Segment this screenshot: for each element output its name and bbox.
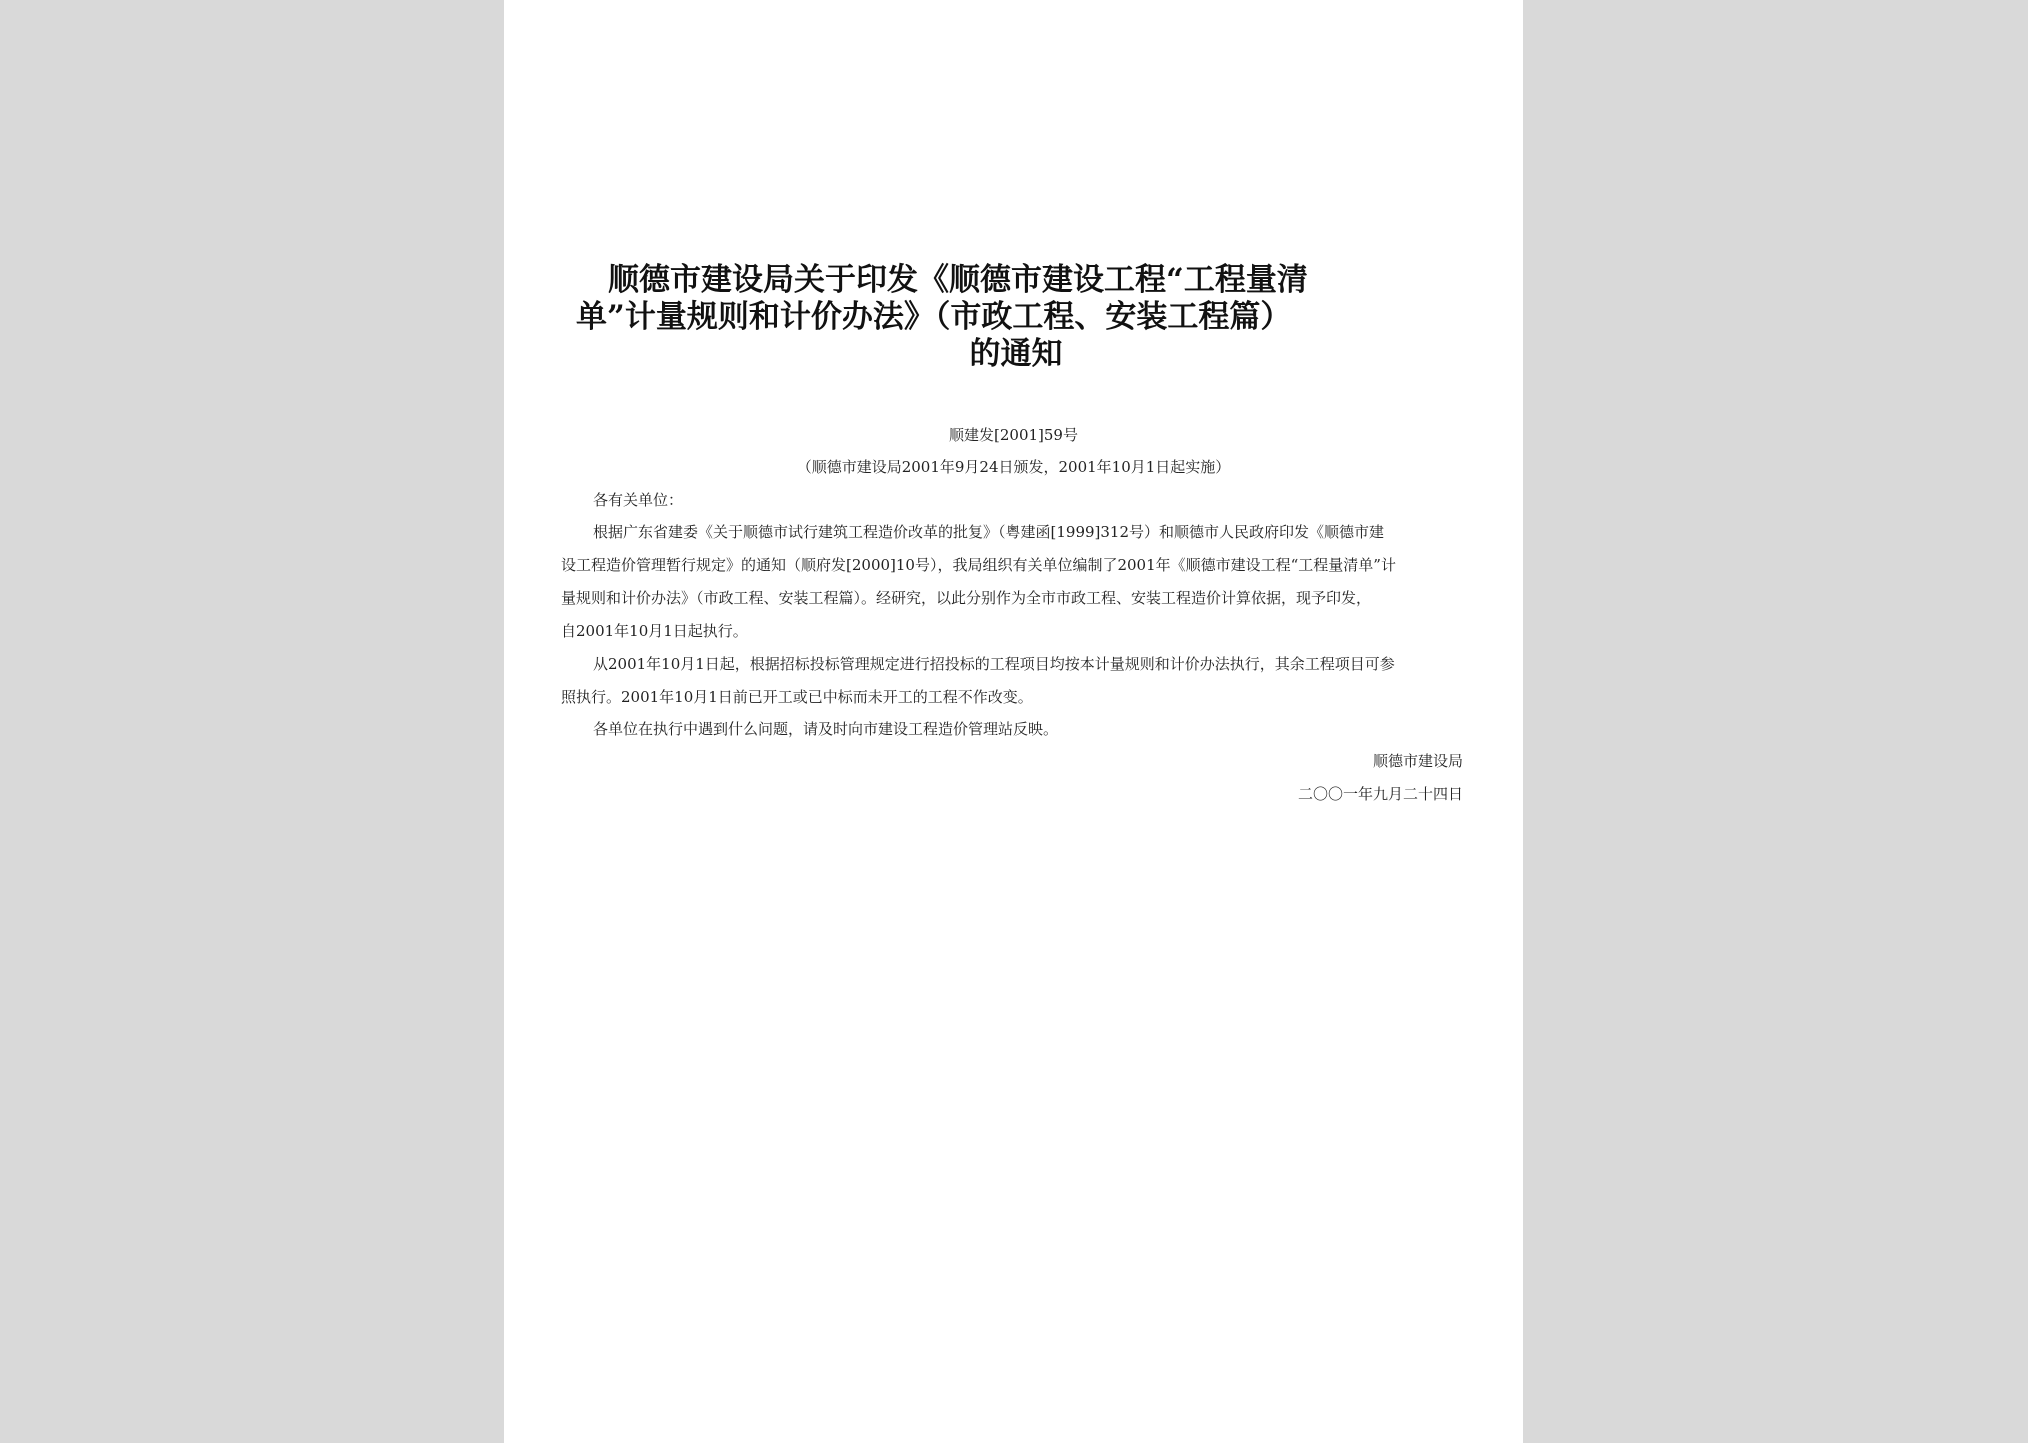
paragraph-1 (561, 516, 1459, 648)
paragraph-1-line: 根据广东省建委《关于顺德市试行建筑工程造价改革的批复》（粤建函[1999]312号）和顺德市人民政府印发《顺德市建 (593, 523, 1385, 541)
salutation-text: 各有关单位： (593, 491, 684, 509)
paragraph-3-line: 各单位在执行中遇到什么问题，请及时向市建设工程造价管理站反映。 (593, 720, 1059, 738)
title-line-2: 单”计量规则和计价办法》（市政工程、安装工程篇） (576, 299, 1292, 335)
paragraph-2-line: 照执行。2001年10月1日前已开工或已中标而未开工的工程不作改变。 (561, 688, 1033, 706)
document-number: 顺建发[2001]59号 (949, 426, 1078, 444)
signature-date: 二〇〇一年九月二十四日 (1297, 785, 1463, 803)
paragraph-2-line: 从2001年10月1日起，根据招标投标管理规定进行招投标的工程项目均按本计量规则和计价办法执行，其余工程项目可参 (593, 655, 1395, 673)
title-line-3: 的通知 (969, 336, 1063, 372)
document-title (576, 262, 1456, 373)
title-line-1: 顺德市建设局关于印发《顺德市建设工程“工程量清 (608, 262, 1308, 298)
paragraph-1-line: 量规则和计价办法》（市政工程、安装工程篇）。经研究，以此分别作为全市市政工程、安装工程造价计算依据，现予印发， (561, 589, 1372, 607)
paragraph-3 (561, 713, 1459, 746)
salutation (561, 484, 1459, 517)
document-page (504, 0, 1523, 1443)
paragraph-2 (561, 648, 1459, 714)
paragraph-1-line: 自2001年10月1日起执行。 (561, 622, 748, 640)
issued-note: （顺德市建设局2001年9月24日颁发，2001年10月1日起实施） (796, 458, 1231, 476)
paragraph-1-line: 设工程造价管理暂行规定》的通知（顺府发[2000]10号），我局组织有关单位编制了2001年《顺德市建设工程“工程量清单”计 (561, 556, 1396, 574)
signature-organization: 顺德市建设局 (1372, 752, 1463, 770)
